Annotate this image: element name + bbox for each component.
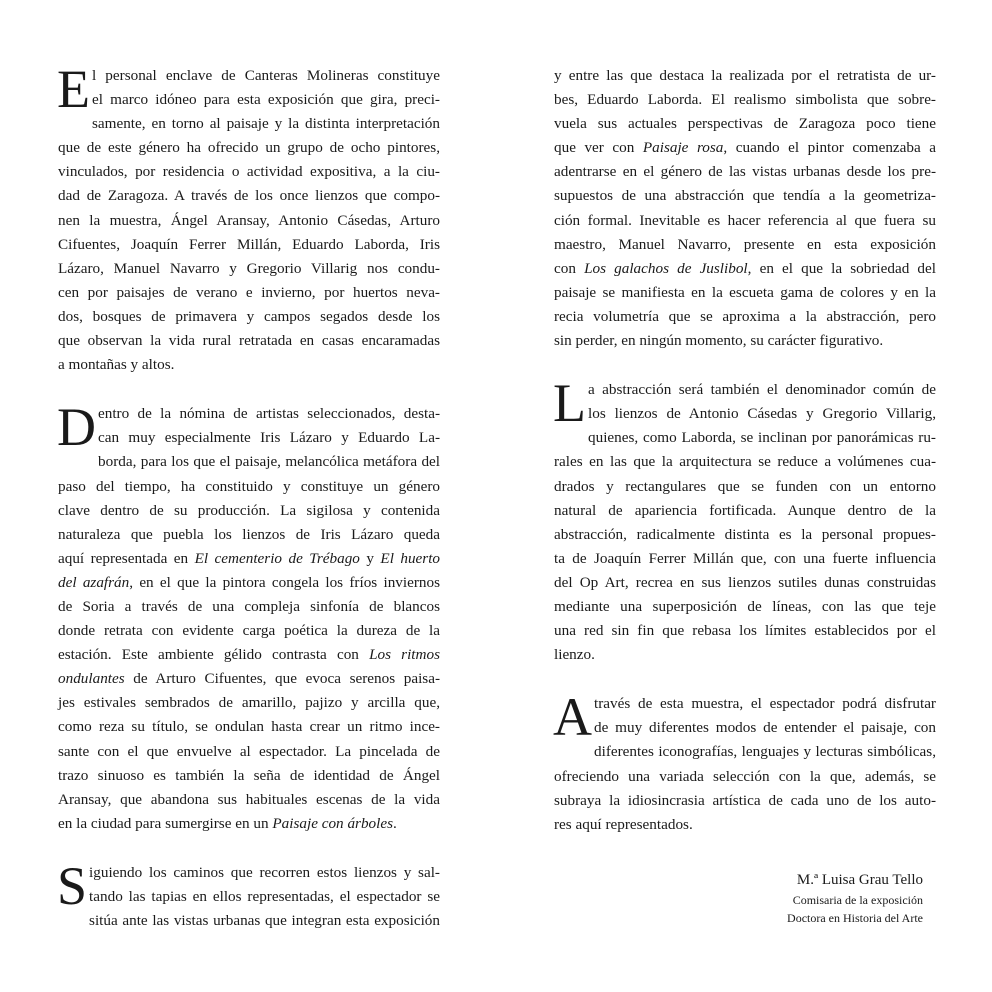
- text-line: con Los galachos de Juslibol, en el que la sobriedad del: [554, 259, 936, 277]
- text-line: a montañas y altos.: [58, 356, 175, 374]
- text-line: quienes, como Laborda, se inclinan por panorámicas ru-: [588, 429, 936, 447]
- artwork-title: Paisaje rosa: [642, 139, 724, 157]
- text-line: iguiendo los caminos que recorren estos lienzos y sal-: [89, 863, 440, 881]
- paragraph: [553, 373, 936, 667]
- text-line: maestro, Manuel Navarro, presente en esta exposición: [554, 235, 936, 253]
- text-line: ción formal. Inevitable es hacer referencia al que fuera su: [554, 211, 936, 229]
- text-line: entro de la nómina de artistas seleccionados, desta-: [98, 405, 440, 423]
- text-line: del azafrán, en el que la pintora congela los fríos inviernos: [58, 573, 440, 591]
- paragraph: [553, 687, 936, 837]
- text-line: que observan la vida rural retratada en casas encaramadas: [58, 332, 440, 350]
- text-line: jes estivales sembrados de amarillo, pajizo y arcilla que,: [58, 694, 440, 712]
- signature-block: [787, 869, 923, 927]
- artwork-title: ondulantes: [58, 670, 125, 688]
- text-line: adentrarse en el género de las vistas urbanas desde los pre-: [554, 163, 936, 181]
- text-line: sitúa ante las vistas urbanas que integran esta exposición: [89, 912, 440, 930]
- artwork-title: Paisaje con árboles: [272, 814, 394, 832]
- text-line: subraya la idiosincrasia artística de cada uno de los auto-: [554, 791, 936, 809]
- text-line: el marco idóneo para esta exposición que gira, preci-: [92, 91, 440, 109]
- text-line: donde retrata con evidente carga poética la dureza de la: [58, 622, 440, 640]
- text-line: Aransay, que abandona sus habituales escenas de la vida: [58, 790, 440, 808]
- text-line: sante con el que envuelve al espectador. La pincelada de: [58, 742, 440, 760]
- text-line: Lázaro, Manuel Navarro y Gregorio Villarig nos condu-: [58, 259, 440, 277]
- text-line: del Op Art, recrea en sus lienzos sutiles dunas construidas: [554, 573, 936, 591]
- text-line: través de esta muestra, el espectador podrá disfrutar: [594, 695, 936, 713]
- drop-cap: A: [553, 687, 592, 748]
- text-line: rales en las que la arquitectura se reduce a volúmenes cua-: [554, 453, 936, 471]
- text-line: abstracción, radicalmente distinta es la personal propues-: [554, 525, 936, 543]
- text-line: como reza su título, se ondulan hasta crear un ritmo ince-: [58, 718, 440, 736]
- author-name: M.ª Luisa Grau Tello: [796, 872, 923, 888]
- text-line: ofreciendo una variada selección con la que, además, se: [554, 767, 936, 785]
- text-line: dad de Zaragoza. A través de los once lienzos que compo-: [58, 187, 440, 205]
- text-line: natural de apariencia fortificada. Aunque dentro de la: [554, 501, 936, 519]
- paragraph: [554, 64, 936, 353]
- left-column: [57, 59, 441, 958]
- text-line: bes, Eduardo Laborda. El realismo simbolista que sobre-: [554, 91, 936, 109]
- text-line: ondulantes de Arturo Cifuentes, que evoca serenos paisa-: [58, 670, 440, 688]
- text-line: en la ciudad para sumergirse en un Paisaje con árboles.: [58, 814, 397, 832]
- text-line: ta de Joaquín Ferrer Millán que, con una fuerte influencia: [554, 549, 936, 567]
- text-line: de muy diferentes modos de entender el paisaje, con: [594, 719, 936, 737]
- drop-cap: E: [57, 59, 90, 119]
- text-line: mediante una superposición de líneas, con las que teje: [554, 597, 936, 615]
- artwork-title: Los galachos de Juslibol: [584, 259, 748, 277]
- text-line: estación. Este ambiente gélido contrasta con Los ritmos: [58, 646, 440, 664]
- text-line: drados y rectangulares que se funden con un entorno: [554, 477, 936, 495]
- text-line: recia volumetría que se aproxima a la abstracción, pero: [554, 307, 936, 325]
- text-line: paso del tiempo, ha constituido y constituye un género: [58, 477, 440, 495]
- text-line: que de este género ha ofrecido un grupo de ocho pintores,: [58, 139, 440, 157]
- artwork-title: El huerto: [380, 549, 441, 567]
- text-line: nen la muestra, Ángel Aransay, Antonio Cásedas, Arturo: [58, 211, 440, 229]
- text-line: trazo sinuoso es también la seña de identidad de Ángel: [58, 766, 440, 784]
- artwork-title: Los ritmos: [369, 646, 440, 664]
- author-title: Doctora en Historia del Arte: [787, 911, 923, 925]
- paragraph: [57, 397, 441, 836]
- text-line: lienzo.: [554, 646, 595, 664]
- text-line: l personal enclave de Canteras Molineras constituye: [92, 67, 440, 84]
- paragraph: [57, 855, 440, 933]
- right-column: [554, 64, 936, 862]
- drop-cap: S: [57, 855, 88, 916]
- text-line: vuela sus actuales perspectivas de Zaragoza poco tiene: [554, 115, 936, 133]
- text-line: a abstracción será también el denominador común de: [588, 381, 936, 399]
- text-line: de Soria a través de una compleja sinfonía de blancos: [58, 597, 440, 615]
- artwork-title: El cementerio de Trébago: [194, 549, 360, 567]
- text-line: borda, para los que el paisaje, melancólica metáfora del: [98, 453, 440, 471]
- text-line: vinculados, por residencia o actividad expositiva, a la ciu-: [58, 163, 440, 181]
- text-line: y entre las que destaca la realizada por el retratista de ur-: [554, 67, 936, 84]
- text-line: Cifuentes, Joaquín Ferrer Millán, Eduardo Laborda, Iris: [58, 235, 440, 253]
- text-line: cen por paisajes de verano e invierno, por huertos neva-: [58, 283, 440, 301]
- text-line: los lienzos de Antonio Cásedas y Gregorio Villarig,: [588, 405, 936, 423]
- text-line: supuestos de una abstracción que tendía a la geometriza-: [554, 187, 936, 205]
- text-line: que ver con Paisaje rosa, cuando el pintor comenzaba a: [554, 139, 937, 157]
- paragraph: [57, 59, 440, 377]
- text-line: paisaje se manifiesta en la escueta gama de colores y en la: [554, 283, 936, 301]
- author-role: Comisaria de la exposición: [792, 893, 923, 907]
- text-line: can muy especialmente Iris Lázaro y Eduardo La-: [98, 429, 440, 447]
- text-line: dos, bosques de primavera y campos segados desde los: [58, 307, 440, 325]
- text-line: naturaleza que puebla los lienzos de Iris Lázaro queda: [58, 525, 440, 543]
- text-line: aquí representada en El cementerio de Trébago y El huerto: [58, 549, 441, 567]
- text-line: clave dentro de su producción. La sigilosa y contenida: [58, 501, 440, 519]
- artwork-title: del azafrán: [58, 573, 130, 591]
- text-line: una red sin fin que rebasa los límites establecidos por el: [554, 622, 936, 640]
- text-line: sin perder, en ningún momento, su carácter figurativo.: [554, 332, 884, 350]
- drop-cap: L: [553, 373, 586, 434]
- text-line: samente, en torno al paisaje y la distinta interpretación: [92, 115, 440, 133]
- text-line: res aquí representados.: [554, 815, 693, 833]
- drop-cap: D: [57, 397, 96, 458]
- text-line: tando las tapias en ellos representadas, el espectador se: [89, 888, 440, 905]
- text-line: diferentes iconografías, lenguajes y lecturas simbólicas,: [594, 743, 936, 761]
